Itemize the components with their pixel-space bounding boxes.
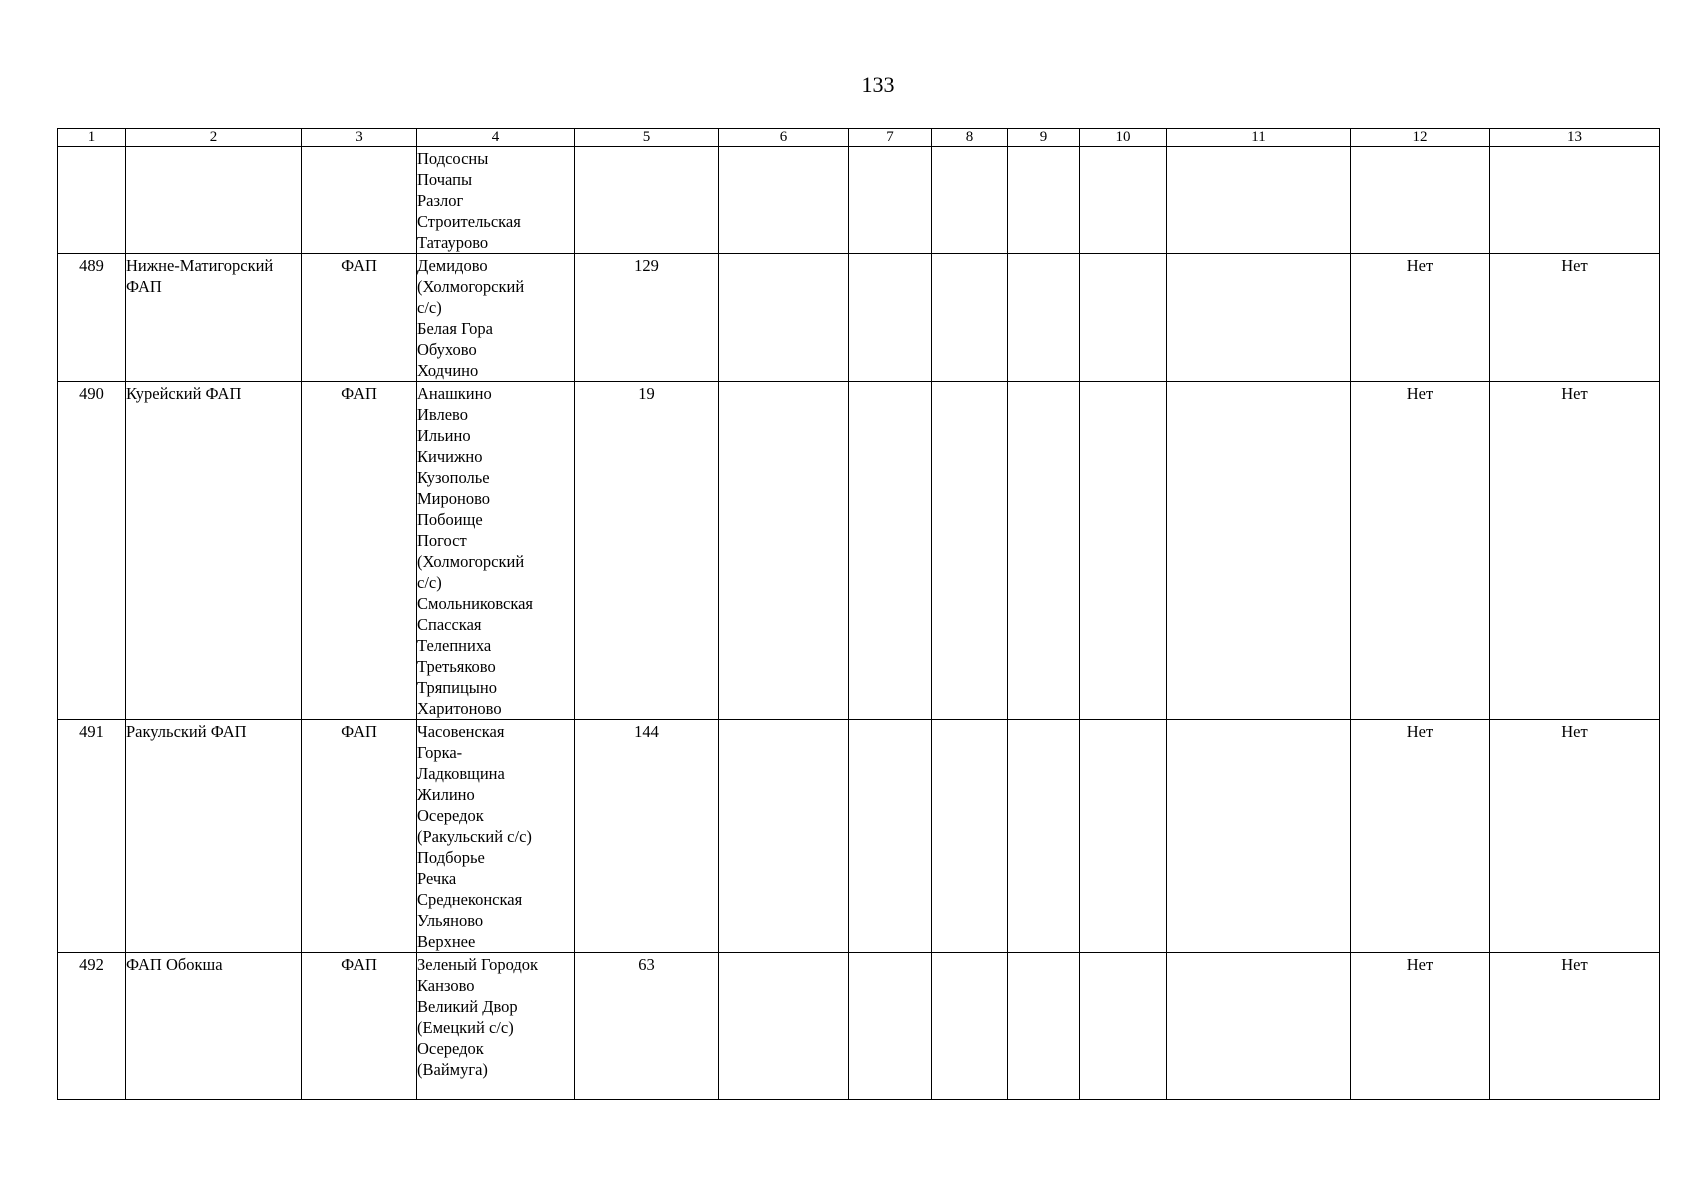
- settlements-cell: [417, 254, 575, 382]
- col12-cell: [1351, 147, 1490, 254]
- settlement-name: Спасская: [417, 615, 482, 634]
- column-header: 7: [849, 129, 932, 147]
- empty-cell-col9: [1008, 254, 1080, 382]
- population-cell: 19: [575, 382, 719, 720]
- population-cell: [575, 147, 719, 254]
- row-number-cell: 490: [58, 382, 126, 720]
- settlement-name: Верхнее: [417, 932, 476, 951]
- column-number-header-row: [58, 129, 1660, 147]
- settlement-name: с/с): [417, 298, 442, 317]
- settlement-name: Обухово: [417, 340, 477, 359]
- col12-cell: Нет: [1351, 254, 1490, 382]
- settlement-name: Великий Двор: [417, 997, 518, 1016]
- column-header: 11: [1167, 129, 1351, 147]
- settlement-name: Разлог: [417, 191, 464, 210]
- column-header: 6: [719, 129, 849, 147]
- col13-cell: Нет: [1490, 720, 1660, 953]
- empty-cell-col11: [1167, 720, 1351, 953]
- settlement-name: Подсосны: [417, 149, 489, 168]
- column-header: 10: [1080, 129, 1167, 147]
- col13-cell: [1490, 147, 1660, 254]
- empty-cell-col10: [1080, 720, 1167, 953]
- empty-cell-col11: [1167, 953, 1351, 1100]
- population-cell: 144: [575, 720, 719, 953]
- col12-cell: Нет: [1351, 382, 1490, 720]
- empty-cell-col6: [719, 382, 849, 720]
- facility-name-cell: Ракульский ФАП: [126, 720, 302, 953]
- settlement-name: Мироново: [417, 489, 491, 508]
- empty-cell-col9: [1008, 147, 1080, 254]
- empty-cell-col8: [932, 953, 1008, 1100]
- empty-cell-col11: [1167, 382, 1351, 720]
- table-row: [58, 254, 1660, 382]
- empty-cell-col6: [719, 254, 849, 382]
- facility-type-cell: ФАП: [302, 254, 417, 382]
- settlement-name: Осередок: [417, 806, 484, 825]
- settlement-name: Татаурово: [417, 233, 489, 252]
- empty-cell-col7: [849, 953, 932, 1100]
- empty-cell-col6: [719, 147, 849, 254]
- settlement-name: Ивлево: [417, 405, 468, 424]
- settlement-name: с/с): [417, 573, 442, 592]
- population-cell: 129: [575, 254, 719, 382]
- column-header: 2: [126, 129, 302, 147]
- empty-cell-col7: [849, 147, 932, 254]
- facility-name-cell: Нижне-Матигорский ФАП: [126, 254, 302, 382]
- table-row: [58, 382, 1660, 720]
- empty-cell-col7: [849, 720, 932, 953]
- empty-cell-col8: [932, 254, 1008, 382]
- empty-cell-col9: [1008, 382, 1080, 720]
- settlement-name: Жилино: [417, 785, 475, 804]
- column-header: 9: [1008, 129, 1080, 147]
- settlement-name: Телепниха: [417, 636, 492, 655]
- row-number-cell: [58, 147, 126, 254]
- empty-cell-col10: [1080, 382, 1167, 720]
- empty-cell-col8: [932, 147, 1008, 254]
- settlement-name: Третьяково: [417, 657, 496, 676]
- column-header: 8: [932, 129, 1008, 147]
- facility-type-cell: [302, 147, 417, 254]
- settlement-name: Осередок: [417, 1039, 484, 1058]
- settlement-name: Кузополье: [417, 468, 490, 487]
- empty-cell-col6: [719, 720, 849, 953]
- settlement-name: Кичижно: [417, 447, 483, 466]
- facility-type-cell: ФАП: [302, 953, 417, 1100]
- settlement-name: (Холмогорский: [417, 277, 525, 296]
- settlement-name: (Ваймуга): [417, 1060, 488, 1079]
- settlement-name: Ходчино: [417, 361, 479, 380]
- empty-cell-col9: [1008, 953, 1080, 1100]
- settlement-name: (Ракульский с/с): [417, 827, 532, 846]
- column-header: 3: [302, 129, 417, 147]
- row-number-cell: 489: [58, 254, 126, 382]
- settlement-name: Ульяново: [417, 911, 484, 930]
- population-cell: 63: [575, 953, 719, 1100]
- col12-cell: Нет: [1351, 953, 1490, 1100]
- settlement-name: Смольниковская: [417, 594, 534, 613]
- settlement-name: Речка: [417, 869, 457, 888]
- empty-cell-col7: [849, 254, 932, 382]
- column-header: 12: [1351, 129, 1490, 147]
- settlements-cell: [417, 720, 575, 953]
- settlement-name: Ладковщина: [417, 764, 505, 783]
- settlement-name: (Емецкий с/с): [417, 1018, 514, 1037]
- column-header: 1: [58, 129, 126, 147]
- settlement-name: Строительская: [417, 212, 521, 231]
- settlements-cell: [417, 953, 575, 1100]
- settlement-name: (Холмогорский: [417, 552, 525, 571]
- settlement-name: Подборье: [417, 848, 485, 867]
- settlement-name: Погост: [417, 531, 467, 550]
- settlements-cell: [417, 147, 575, 254]
- empty-cell-col10: [1080, 953, 1167, 1100]
- col12-cell: Нет: [1351, 720, 1490, 953]
- settlement-name: Часовенская: [417, 722, 505, 741]
- col13-cell: Нет: [1490, 254, 1660, 382]
- facility-type-cell: ФАП: [302, 382, 417, 720]
- settlement-name: Почапы: [417, 170, 473, 189]
- column-header: 5: [575, 129, 719, 147]
- empty-cell-col11: [1167, 254, 1351, 382]
- empty-cell-col7: [849, 382, 932, 720]
- settlement-name: Среднеконская: [417, 890, 523, 909]
- row-number-cell: 491: [58, 720, 126, 953]
- settlement-name: Тряпицыно: [417, 678, 497, 697]
- settlement-name: Демидово: [417, 256, 488, 275]
- settlement-name: Харитоново: [417, 699, 502, 718]
- col13-cell: Нет: [1490, 953, 1660, 1100]
- empty-cell-col6: [719, 953, 849, 1100]
- empty-cell-col10: [1080, 147, 1167, 254]
- row-number-cell: 492: [58, 953, 126, 1100]
- settlements-cell: [417, 382, 575, 720]
- facility-name-cell: [126, 147, 302, 254]
- settlement-name: Белая Гора: [417, 319, 493, 338]
- page-number: 133: [861, 72, 895, 97]
- settlement-name: Анашкино: [417, 384, 492, 403]
- column-header: 13: [1490, 129, 1660, 147]
- table-row: [58, 953, 1660, 1100]
- settlement-name: Горка-: [417, 743, 463, 762]
- column-header: 4: [417, 129, 575, 147]
- settlement-name: Ильино: [417, 426, 471, 445]
- settlement-name: Зеленый Городок: [417, 955, 539, 974]
- empty-cell-col8: [932, 720, 1008, 953]
- col13-cell: Нет: [1490, 382, 1660, 720]
- empty-cell-col11: [1167, 147, 1351, 254]
- facility-name-cell: ФАП Обокша: [126, 953, 302, 1100]
- facilities-table: [57, 128, 1660, 1100]
- facility-type-cell: ФАП: [302, 720, 417, 953]
- settlement-name: Канзово: [417, 976, 475, 995]
- table-row: [58, 720, 1660, 953]
- empty-cell-col10: [1080, 254, 1167, 382]
- table-row: [58, 147, 1660, 254]
- empty-cell-col9: [1008, 720, 1080, 953]
- facility-name-cell: Курейский ФАП: [126, 382, 302, 720]
- settlement-name: Побоище: [417, 510, 483, 529]
- empty-cell-col8: [932, 382, 1008, 720]
